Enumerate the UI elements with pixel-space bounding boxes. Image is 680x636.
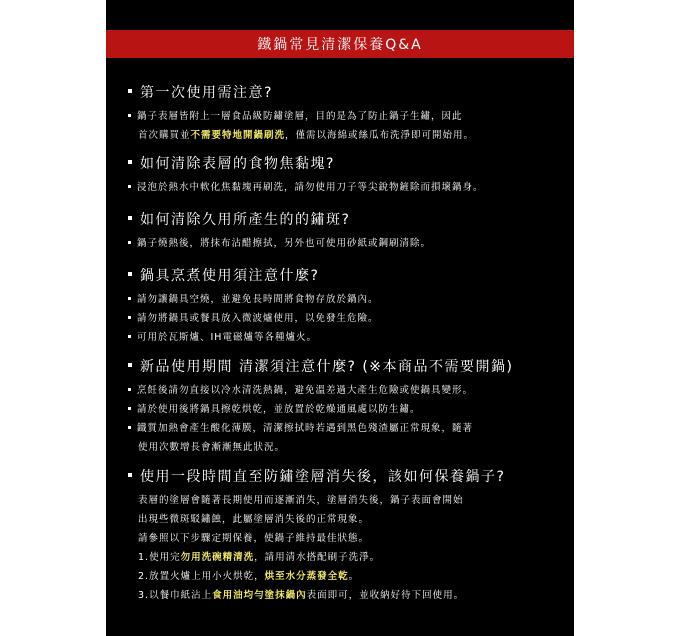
bullet-icon: [128, 114, 131, 117]
answer-line: 首次購買並不需要特地開鍋刷洗，僅需以海綿或絲瓜布洗淨即可開始用。: [138, 130, 475, 141]
highlight-text: 勿用洗碗精清洗: [180, 552, 255, 563]
answer-line: 請參照以下步驟定期保養，使鍋子維持最佳狀態。: [138, 533, 370, 544]
bullet-icon: [128, 316, 131, 319]
answer-line: 烹飪後請勿直接以冷水清洗熱鍋，避免溫差過大產生危險或使鍋具變形。: [128, 381, 558, 400]
bullet-icon: [128, 407, 131, 410]
bullet-icon: [128, 89, 132, 93]
section-heading: 如何清除表層的食物焦黏塊?: [128, 155, 558, 173]
answer-line: 可用於瓦斯爐、IH電磁爐等各種爐火。: [128, 328, 558, 347]
qa-section-burnt-food: [128, 155, 558, 197]
answer-line: 表層的塗層會隨著長期使用而逐漸消失，塗層消失後，鍋子表面會開始: [138, 495, 464, 506]
answer-line: 鐵質加熱會產生酸化薄膜，清潔擦拭時若遇到黑色殘渣屬正常現象，隨著: [128, 419, 558, 438]
answer-line: 出現些微斑駁鏽蝕，此屬塗層消失後的正常現象。: [138, 514, 370, 525]
highlight-text: 烘至水分蒸發全乾: [264, 571, 349, 582]
qa-section-new-product-cleaning: [128, 358, 558, 457]
highlight-text: 食用油均勻塗抹鍋內: [212, 590, 307, 601]
bullet-icon: [128, 160, 132, 164]
bullet-icon: [128, 216, 132, 220]
section-heading: 鍋具烹煮使用須注意什麼?: [128, 267, 558, 285]
qa-section-rust-spots: [128, 211, 558, 253]
answer-line: 請於使用後將鍋具擦乾烘乾，並放置於乾燥通風處以防生鏽。: [128, 400, 558, 419]
section-heading: 第一次使用需注意?: [128, 84, 558, 102]
qa-section-maintenance: [128, 468, 558, 605]
answer-line: 鍋子燒熱後，將抹布沾醋擦拭，另外也可使用砂紙或鋼刷清除。: [128, 234, 558, 253]
section-heading: 新品使用期間 清潔須注意什麼? (※本商品不需要開鍋): [128, 358, 558, 376]
step-3: 3.以餐巾紙沾上食用油均勻塗抹鍋內表面即可，並收納好待下回使用。: [138, 590, 465, 601]
qa-section-first-use: [128, 84, 558, 145]
bullet-icon: [128, 335, 131, 338]
answer-line: 鍋子表層皆附上一層食品級防鏽塗層，目的是為了防止鍋子生鏽，因此: [128, 107, 558, 126]
answer-line: 浸泡於熱水中軟化焦黏塊再刷洗，請勿使用刀子等尖銳物鏟除而損壞鍋身。: [128, 178, 558, 197]
qa-section-cooking-notes: [128, 267, 558, 347]
section-heading: 如何清除久用所產生的的鏽斑?: [128, 211, 558, 229]
bullet-icon: [128, 297, 131, 300]
bullet-icon: [128, 185, 131, 188]
bullet-icon: [128, 473, 132, 477]
highlight-text: 不需要特地開鍋刷洗: [190, 130, 286, 141]
section-heading: 使用一段時間直至防鏽塗層消失後，該如何保養鍋子?: [128, 468, 558, 486]
bullet-icon: [128, 363, 132, 367]
title-banner: [106, 30, 574, 58]
answer-line: 請勿將鍋具或餐具放入微波爐使用，以免發生危險。: [128, 309, 558, 328]
page-title: 鐵鍋常見清潔保養Q&A: [257, 37, 423, 53]
answer-line: 請勿讓鍋具空燒，並避免長時間將食物存放於鍋內。: [128, 290, 558, 309]
step-2: 2.放置火爐上用小火烘乾，烘至水分蒸發全乾。: [138, 571, 360, 582]
answer-line: 使用次數增長會漸漸無此狀況。: [138, 442, 286, 453]
qa-panel: [106, 0, 574, 636]
step-1: 1.使用完勿用洗碗精清洗，請用清水搭配刷子洗淨。: [138, 552, 381, 563]
bullet-icon: [128, 426, 131, 429]
bullet-icon: [128, 388, 131, 391]
bullet-icon: [128, 241, 131, 244]
bullet-icon: [128, 272, 132, 276]
